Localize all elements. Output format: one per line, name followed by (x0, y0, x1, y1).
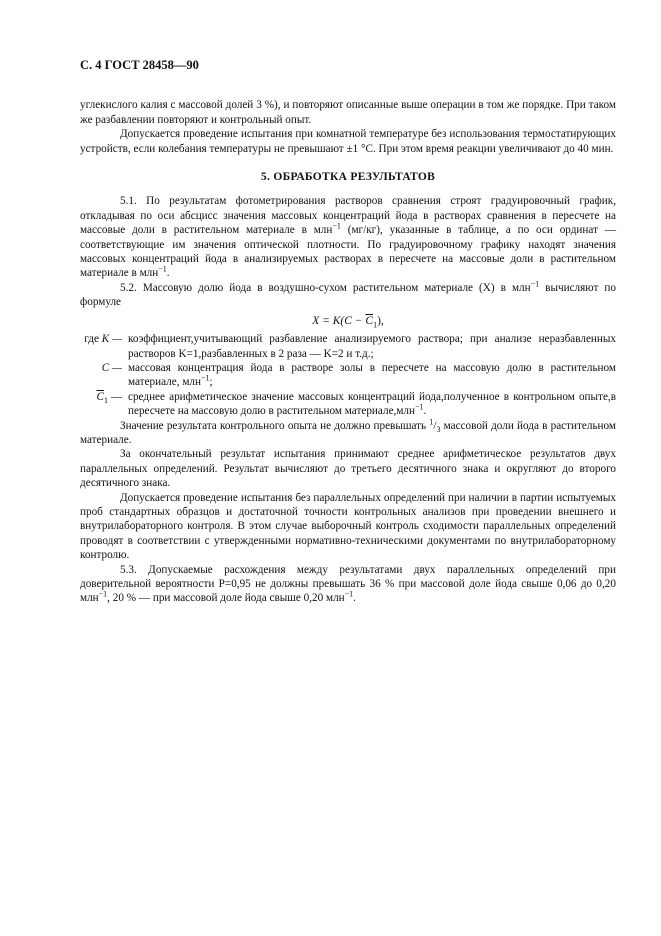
def-k-term: K — (101, 333, 122, 346)
def-c-sup: −1 (200, 373, 210, 383)
intro-paragraph-2: Допускается проведение испытания при комнатной температуре без использования термостатирующих устройств, если колебания температуры не превышают ±1 °С. При этом время реакции увеличивают до 40 мин. (80, 128, 616, 155)
clause-5-2 (80, 281, 616, 310)
def-c1-sub: 1 (104, 395, 109, 405)
clause-5-1-text-a: 5.1. По результатам фотометрирования растворов сравнения строят градуировочный график, откладывая по оси абсцисс значения массовых концентраций йода в растворах сравнения в пересчете на массовые доли в растительном материале в млн (80, 195, 616, 237)
clause-5-2-sup: −1 (530, 279, 540, 289)
clause-5-1-text-c: . (166, 267, 170, 280)
document-page (80, 58, 616, 606)
clause-5-3: 5.3. Допускаемые расхождения между результатами двух параллельных определений при доверительной вероятности P=0,95 не должны превышать 36 % при массовой доле йода свыше 0,06 до 0,20 млн$^{-1}$, 20 % — при массовой доле йода свыше 0,20 млн$^{-1}$. (80, 563, 616, 605)
def-c-term-cell (80, 361, 124, 390)
def-c-text: массовая концентрация йода в растворе золы в пересчете на массовую долю в растительном материале, млн$^{-1}$; (128, 361, 616, 389)
clause-5-1-sup-2: −1 (158, 264, 167, 274)
clause-5-2-text-b: вычисляют по формуле (80, 281, 616, 309)
page-header: С. 4 ГОСТ 28458—90 (80, 58, 199, 72)
formula-right: ), (377, 314, 384, 327)
def-k-text: коэффициент,учитывающий разбавление анализируемого раствора; при анализе неразбавленных растворов K=1,разбавленных в 2 раза — K=2 и т.д.; (128, 333, 616, 360)
fraction-numerator: 1 (429, 416, 434, 426)
def-c1-term: $\overline{C}$ (96, 390, 105, 403)
def-c1-term-cell: $\overline{C}_1$ — (96, 390, 122, 405)
definitions (80, 332, 616, 418)
final-result-paragraph: За окончательный результат испытания принимают среднее арифметическое результатов двух параллельных определений. Результат вычисляют до третьего десятичного знака и округляют до второго десятичного знака. (80, 448, 616, 490)
allowed-paragraph: Допускается проведение испытания без параллельных определений при наличии в партии испытуемых проб стандартных образцов и достаточной точности контрольных анализов при проведении внешнего и внутрилабораторного контроля. В этом случае выборочный контроль сходимости параллельных определений проводят в соответствии с утвержденными нормативно-техническими документами по внутрилабораторному контролю. (80, 491, 616, 562)
def-c1-sup: −1 (414, 402, 424, 412)
intro-paragraph-1: углекислого калия с массовой долей 3 %), и повторяют описанные выше операции в том же порядке. При таком же разбавлении повторяют и контрольный опыт. (80, 99, 616, 126)
formula-c1: $\overline{C}$ (365, 314, 374, 327)
def-c-term: C — (101, 361, 122, 374)
fraction-denominator: 3 (436, 424, 441, 434)
section-title: 5. ОБРАБОТКА РЕЗУЛЬТАТОВ (260, 171, 436, 184)
clause-5-2-text-a: 5.2. Массовую долю йода в воздушно-сухом растительном материале (X) в млн (120, 281, 531, 294)
clause-5-1-sup-1: −1 (332, 221, 341, 231)
fraction-slash: / (433, 419, 437, 432)
clause-5-3-sup-2: −1 (344, 589, 354, 599)
control-limit-paragraph: Значение результата контрольного опыта не должно превышать $^1/_3$ массовой доли йода в растительном материале. (80, 416, 616, 446)
formula-sub: 1 (373, 319, 378, 329)
formula-left: X = K(C − (312, 314, 366, 327)
clause-5-1-text-b: (мг/кг), указанные в таблице, а по оси ординат — соответствующие им значения оптической плотности. По градуировочному графику находят значения массовых концентраций йода в анализируемых растворах в пересчете на массовые доли в растительном материале в млн (80, 224, 617, 280)
formula (80, 314, 616, 328)
def-c1-text: среднее арифметическое значение массовых концентраций йода,полученное в контрольном опыте,в пересчете на массовую долю в растительном материале,млн$^{-1}$. (128, 390, 616, 418)
clause-5-3-sup-1: −1 (98, 589, 108, 599)
where-label: где K — (84, 333, 122, 346)
clause-5-1 (80, 194, 616, 280)
